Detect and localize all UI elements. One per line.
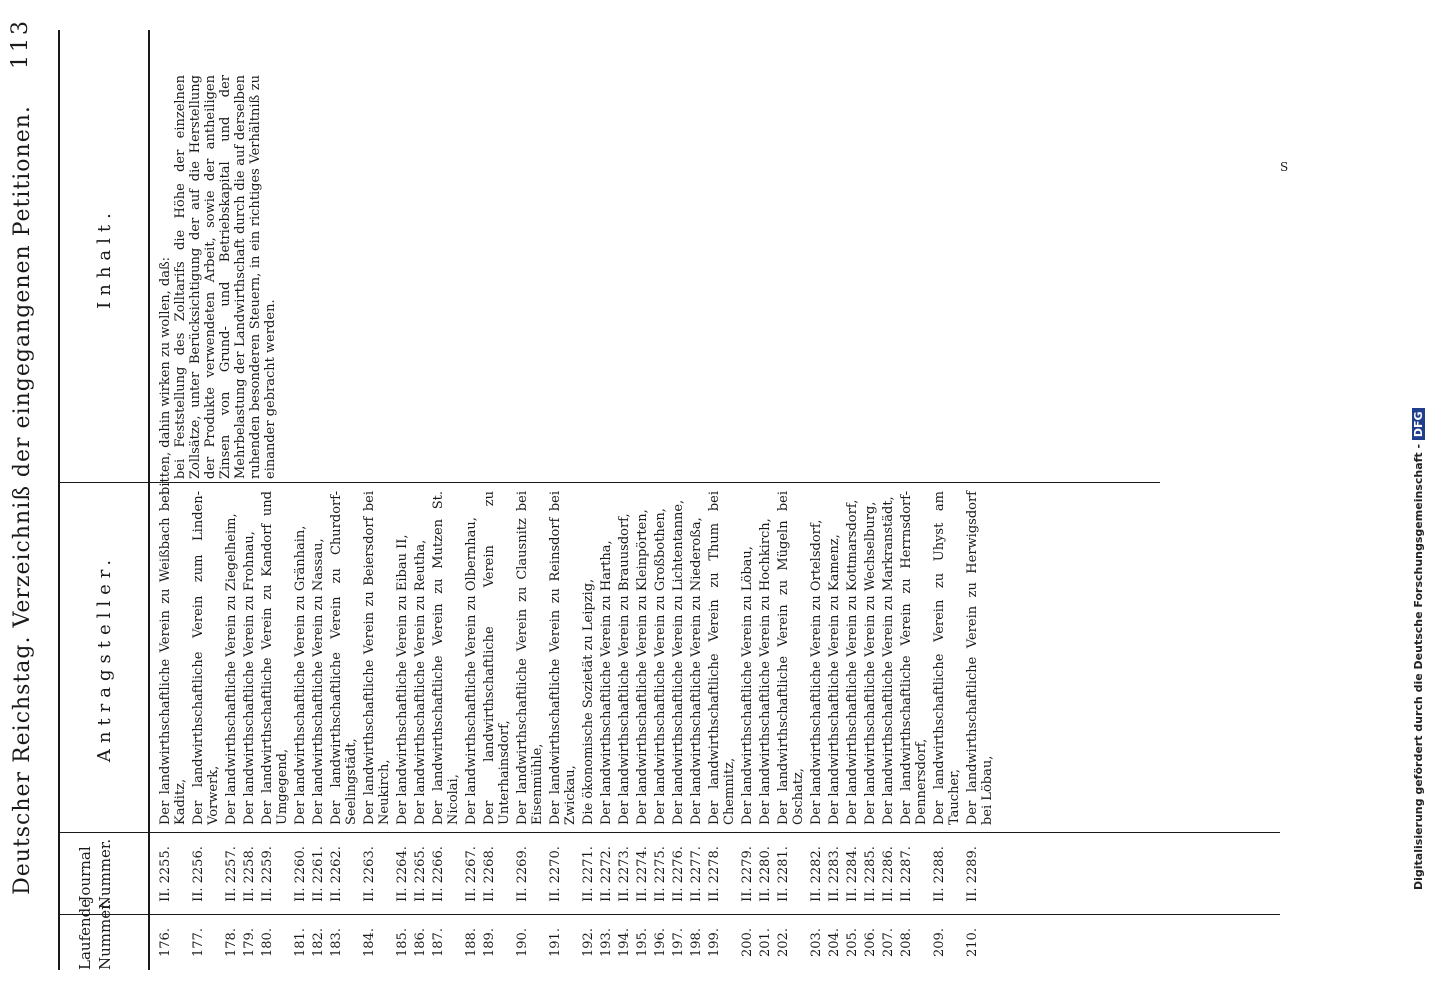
table-row — [965, 30, 995, 970]
journal-number: II. 2270. — [548, 846, 563, 902]
table-row — [581, 30, 596, 970]
table-row — [707, 30, 737, 970]
applicant: Der landwirthschaftliche Verein zu Ziegelheim, — [224, 513, 239, 825]
row-number: 183. — [329, 928, 344, 957]
table-row — [776, 30, 806, 970]
row-number: 196. — [653, 928, 668, 957]
journal-number: II. 2287. — [899, 846, 914, 902]
table-row — [548, 30, 578, 970]
applicant: Der landwirthschaftliche Verein zu Uhyst am Taucher, — [932, 491, 962, 825]
journal-number: II. 2266. — [431, 846, 446, 902]
applicant: Der landwirthschaftliche Verein zu Hartha, — [599, 540, 614, 825]
table-row — [617, 30, 632, 970]
row-number: 193. — [599, 928, 614, 957]
journal-number: II. 2279. — [740, 846, 755, 902]
applicant: Der landwirthschaftliche Verein zu Frohnau, — [242, 531, 257, 825]
row-number: 184. — [362, 928, 377, 957]
table-row — [362, 30, 392, 970]
row-number: 207. — [881, 928, 896, 957]
row-number: 194. — [617, 928, 632, 957]
journal-number: II. 2272. — [599, 846, 614, 902]
journal-number: II. 2289. — [965, 846, 980, 902]
table-row — [758, 30, 773, 970]
row-number: 189. — [482, 928, 497, 957]
row-number: 176. — [158, 928, 173, 957]
row-number: 197. — [671, 928, 686, 957]
applicant: Der landwirthschaftliche Verein zu Löbau, — [740, 546, 755, 825]
journal-number: II. 2286. — [881, 846, 896, 902]
applicant: Der landwirthschaftliche Verein zu Gränhain, — [293, 525, 308, 825]
row-number: 205. — [845, 928, 860, 957]
table-row — [827, 30, 842, 970]
applicant: Der landwirthschaftliche Verein zu Markranstädt, — [881, 496, 896, 825]
table-row — [845, 30, 860, 970]
table-row — [431, 30, 461, 970]
row-number: 188. — [464, 928, 479, 957]
row-number: 192. — [581, 928, 596, 957]
applicant: Der landwirthschaftliche Verein zu Reinsdorf bei Zwickau, — [548, 491, 578, 825]
page-title: Deutscher Reichstag. Verzeichniß der eingegangenen Petitionen. — [10, 105, 35, 895]
table-row — [515, 30, 545, 970]
applicant: Der landwirthschaftliche Verein zu Lichtentanne, — [671, 499, 686, 825]
row-number: 204. — [827, 928, 842, 957]
credit-text: Digitalisierung gefördert durch die Deutsche Forschungsgemeinschaft - — [1412, 443, 1425, 890]
row-number: 210. — [965, 928, 980, 957]
petition-table — [158, 30, 998, 970]
applicant: Der landwirthschaftliche Verein zu Niederoßa, — [689, 517, 704, 825]
journal-number: II. 2264. — [395, 846, 410, 902]
table-row — [293, 30, 308, 970]
journal-number: II. 2284. — [845, 846, 860, 902]
row-number: 180. — [260, 928, 275, 957]
column-header-laufende: Laufende Nummer. — [76, 898, 114, 970]
journal-number: II. 2260. — [293, 846, 308, 902]
row-number: 195. — [635, 928, 650, 957]
table-row — [809, 30, 824, 970]
applicant: Der landwirthschaftliche Verein zu Kamenz, — [827, 534, 842, 825]
page-number: 113 — [8, 18, 33, 69]
applicant: Der landwirthschaftliche Verein zu Mügeln bei Oschatz, — [776, 491, 806, 825]
table-row — [899, 30, 929, 970]
journal-number: II. 2263. — [362, 846, 377, 902]
table-row — [689, 30, 704, 970]
table-row — [482, 30, 512, 970]
applicant: Der landwirthschaftliche Verein zu Reutha, — [413, 539, 428, 825]
applicant: Der landwirthschaftliche Verein zu Kottmarsdorf, — [845, 499, 860, 825]
table-row — [413, 30, 428, 970]
table-row — [635, 30, 650, 970]
margin-mark: S — [1280, 160, 1289, 174]
applicant: Der landwirthschaftliche Verein zu Herwigsdorf bei Löbau, — [965, 491, 995, 825]
applicant: Der landwirthschaftliche Verein zu Eibau II, — [395, 534, 410, 825]
column-header-antragsteller: Antragsteller. — [94, 553, 115, 763]
applicant: Der landwirthschaftliche Verein zu Brauusdorf, — [617, 513, 632, 825]
dfg-logo: DFG — [1412, 408, 1425, 440]
applicant: Der landwirthschaftliche Verein zu Clausnitz bei Eisenmühle, — [515, 491, 545, 825]
journal-number: II. 2259. — [260, 846, 275, 902]
journal-number: II. 2281. — [776, 846, 791, 902]
row-number: 179. — [242, 928, 257, 957]
table-row — [653, 30, 668, 970]
row-number: 182. — [311, 928, 326, 957]
applicant: Der landwirthschaftliche Verein zu Olbernhau, — [464, 517, 479, 825]
journal-number: II. 2277. — [689, 846, 704, 902]
journal-number: II. 2278. — [707, 846, 722, 902]
journal-number: II. 2285. — [863, 846, 878, 902]
row-number: 185. — [395, 928, 410, 957]
applicant: Der landwirthschaftliche Verein zum Linden-Vorwerk, — [191, 491, 221, 825]
applicant: Der landwirthschaftliche Verein zu Mutzen St. Nicolai, — [431, 491, 461, 825]
table-row — [329, 30, 359, 970]
row-number: 186. — [413, 928, 428, 957]
journal-number: II. 2283. — [827, 846, 842, 902]
row-number: 191. — [548, 928, 563, 957]
inhalt-body: bei Feststellung des Zolltarifs die Höhe der einzelnen Zollsätze, unter Berücksichtigung der auf die Herstellung der Produkte verwendeten Arbeit, sowie der antheiligen Zinsen von Grund- und Betriebskapital und der Mehrbelastung der Landwirthschaft durch die auf derselben ruhenden besonderen Steuern, in ein richtiges Verhältniß zu einander gebracht werden. — [173, 75, 278, 479]
journal-number: II. 2276. — [671, 846, 686, 902]
table-row — [395, 30, 410, 970]
journal-number: II. 2255. — [158, 846, 173, 902]
row-number: 187. — [431, 928, 446, 957]
row-number: 190. — [515, 928, 530, 957]
row-number: 208. — [899, 928, 914, 957]
journal-number: II. 2265. — [413, 846, 428, 902]
table-row — [671, 30, 686, 970]
journal-number: II. 2267. — [464, 846, 479, 902]
row-number: 198. — [689, 928, 704, 957]
journal-number: II. 2280. — [758, 846, 773, 902]
applicant: Der landwirthschaftliche Verein zu Weißbach bei Kaditz, — [158, 491, 188, 825]
journal-number: II. 2262. — [329, 846, 344, 902]
applicant: Der landwirthschaftliche Verein zu Beiersdorf bei Neukirch, — [362, 491, 392, 825]
row-number: 177. — [191, 928, 206, 957]
journal-number: II. 2282. — [809, 846, 824, 902]
journal-number: II. 2273. — [617, 846, 632, 902]
row-number: 201. — [758, 928, 773, 957]
applicant: Der landwirthschaftliche Verein zu Kleinpörten, — [635, 509, 650, 825]
applicant: Der landwirthschaftliche Verein zu Herrnsdorf-Dennersdorf, — [899, 491, 929, 825]
applicant: Der landwirthschaftliche Verein zu Wechselburg, — [863, 501, 878, 825]
applicant: Der landwirthschaftliche Verein zu Großbothen, — [653, 508, 668, 825]
inhalt-text — [158, 75, 278, 495]
row-number: 199. — [707, 928, 722, 957]
applicant: Der landwirthschaftliche Verein zu Kandorf und Umgegend, — [260, 491, 290, 825]
applicant: Der landwirthschaftliche Verein zu Ortelsdorf, — [809, 519, 824, 825]
journal-number: II. 2268. — [482, 846, 497, 902]
journal-number: II. 2271. — [581, 846, 596, 902]
applicant: Die ökonomische Sozietät zu Leipzig, — [581, 578, 596, 825]
journal-number: II. 2258. — [242, 846, 257, 902]
row-number: 200. — [740, 928, 755, 957]
row-number: 181. — [293, 928, 308, 957]
inhalt-lead: bitten, dahin wirken zu wollen, daß: — [158, 256, 173, 495]
table-row — [932, 30, 962, 970]
digitization-credit — [1412, 90, 1428, 890]
column-header-inhalt: Inhalt. — [94, 207, 115, 309]
journal-number: II. 2269. — [515, 846, 530, 902]
table-row — [599, 30, 614, 970]
row-number: 209. — [932, 928, 947, 957]
header-rule — [148, 30, 150, 970]
journal-number: II. 2257. — [224, 846, 239, 902]
row-number: 203. — [809, 928, 824, 957]
column-header-journal: Journal Nummer. — [76, 838, 114, 910]
row-number: 202. — [776, 928, 791, 957]
table-row — [881, 30, 896, 970]
table-row — [740, 30, 755, 970]
journal-number: II. 2261. — [311, 846, 326, 902]
table-row — [311, 30, 326, 970]
row-number: 206. — [863, 928, 878, 957]
journal-number: II. 2288. — [932, 846, 947, 902]
journal-number: II. 2275. — [653, 846, 668, 902]
table-row — [863, 30, 878, 970]
applicant: Der landwirthschaftliche Verein zu Churdorf-Seelingstädt, — [329, 491, 359, 825]
top-rule — [58, 30, 60, 970]
journal-number: II. 2274. — [635, 846, 650, 902]
applicant: Der landwirthschaftliche Verein zu Unterhainsdorf, — [482, 491, 512, 825]
journal-number: II. 2256. — [191, 846, 206, 902]
row-number: 178. — [224, 928, 239, 957]
applicant: Der landwirthschaftliche Verein zu Thum bei Chemnitz, — [707, 491, 737, 825]
table-row — [464, 30, 479, 970]
applicant: Der landwirthschaftliche Verein zu Hochkirch, — [758, 518, 773, 825]
applicant: Der landwirthschaftliche Verein zu Nassau, — [311, 538, 326, 825]
